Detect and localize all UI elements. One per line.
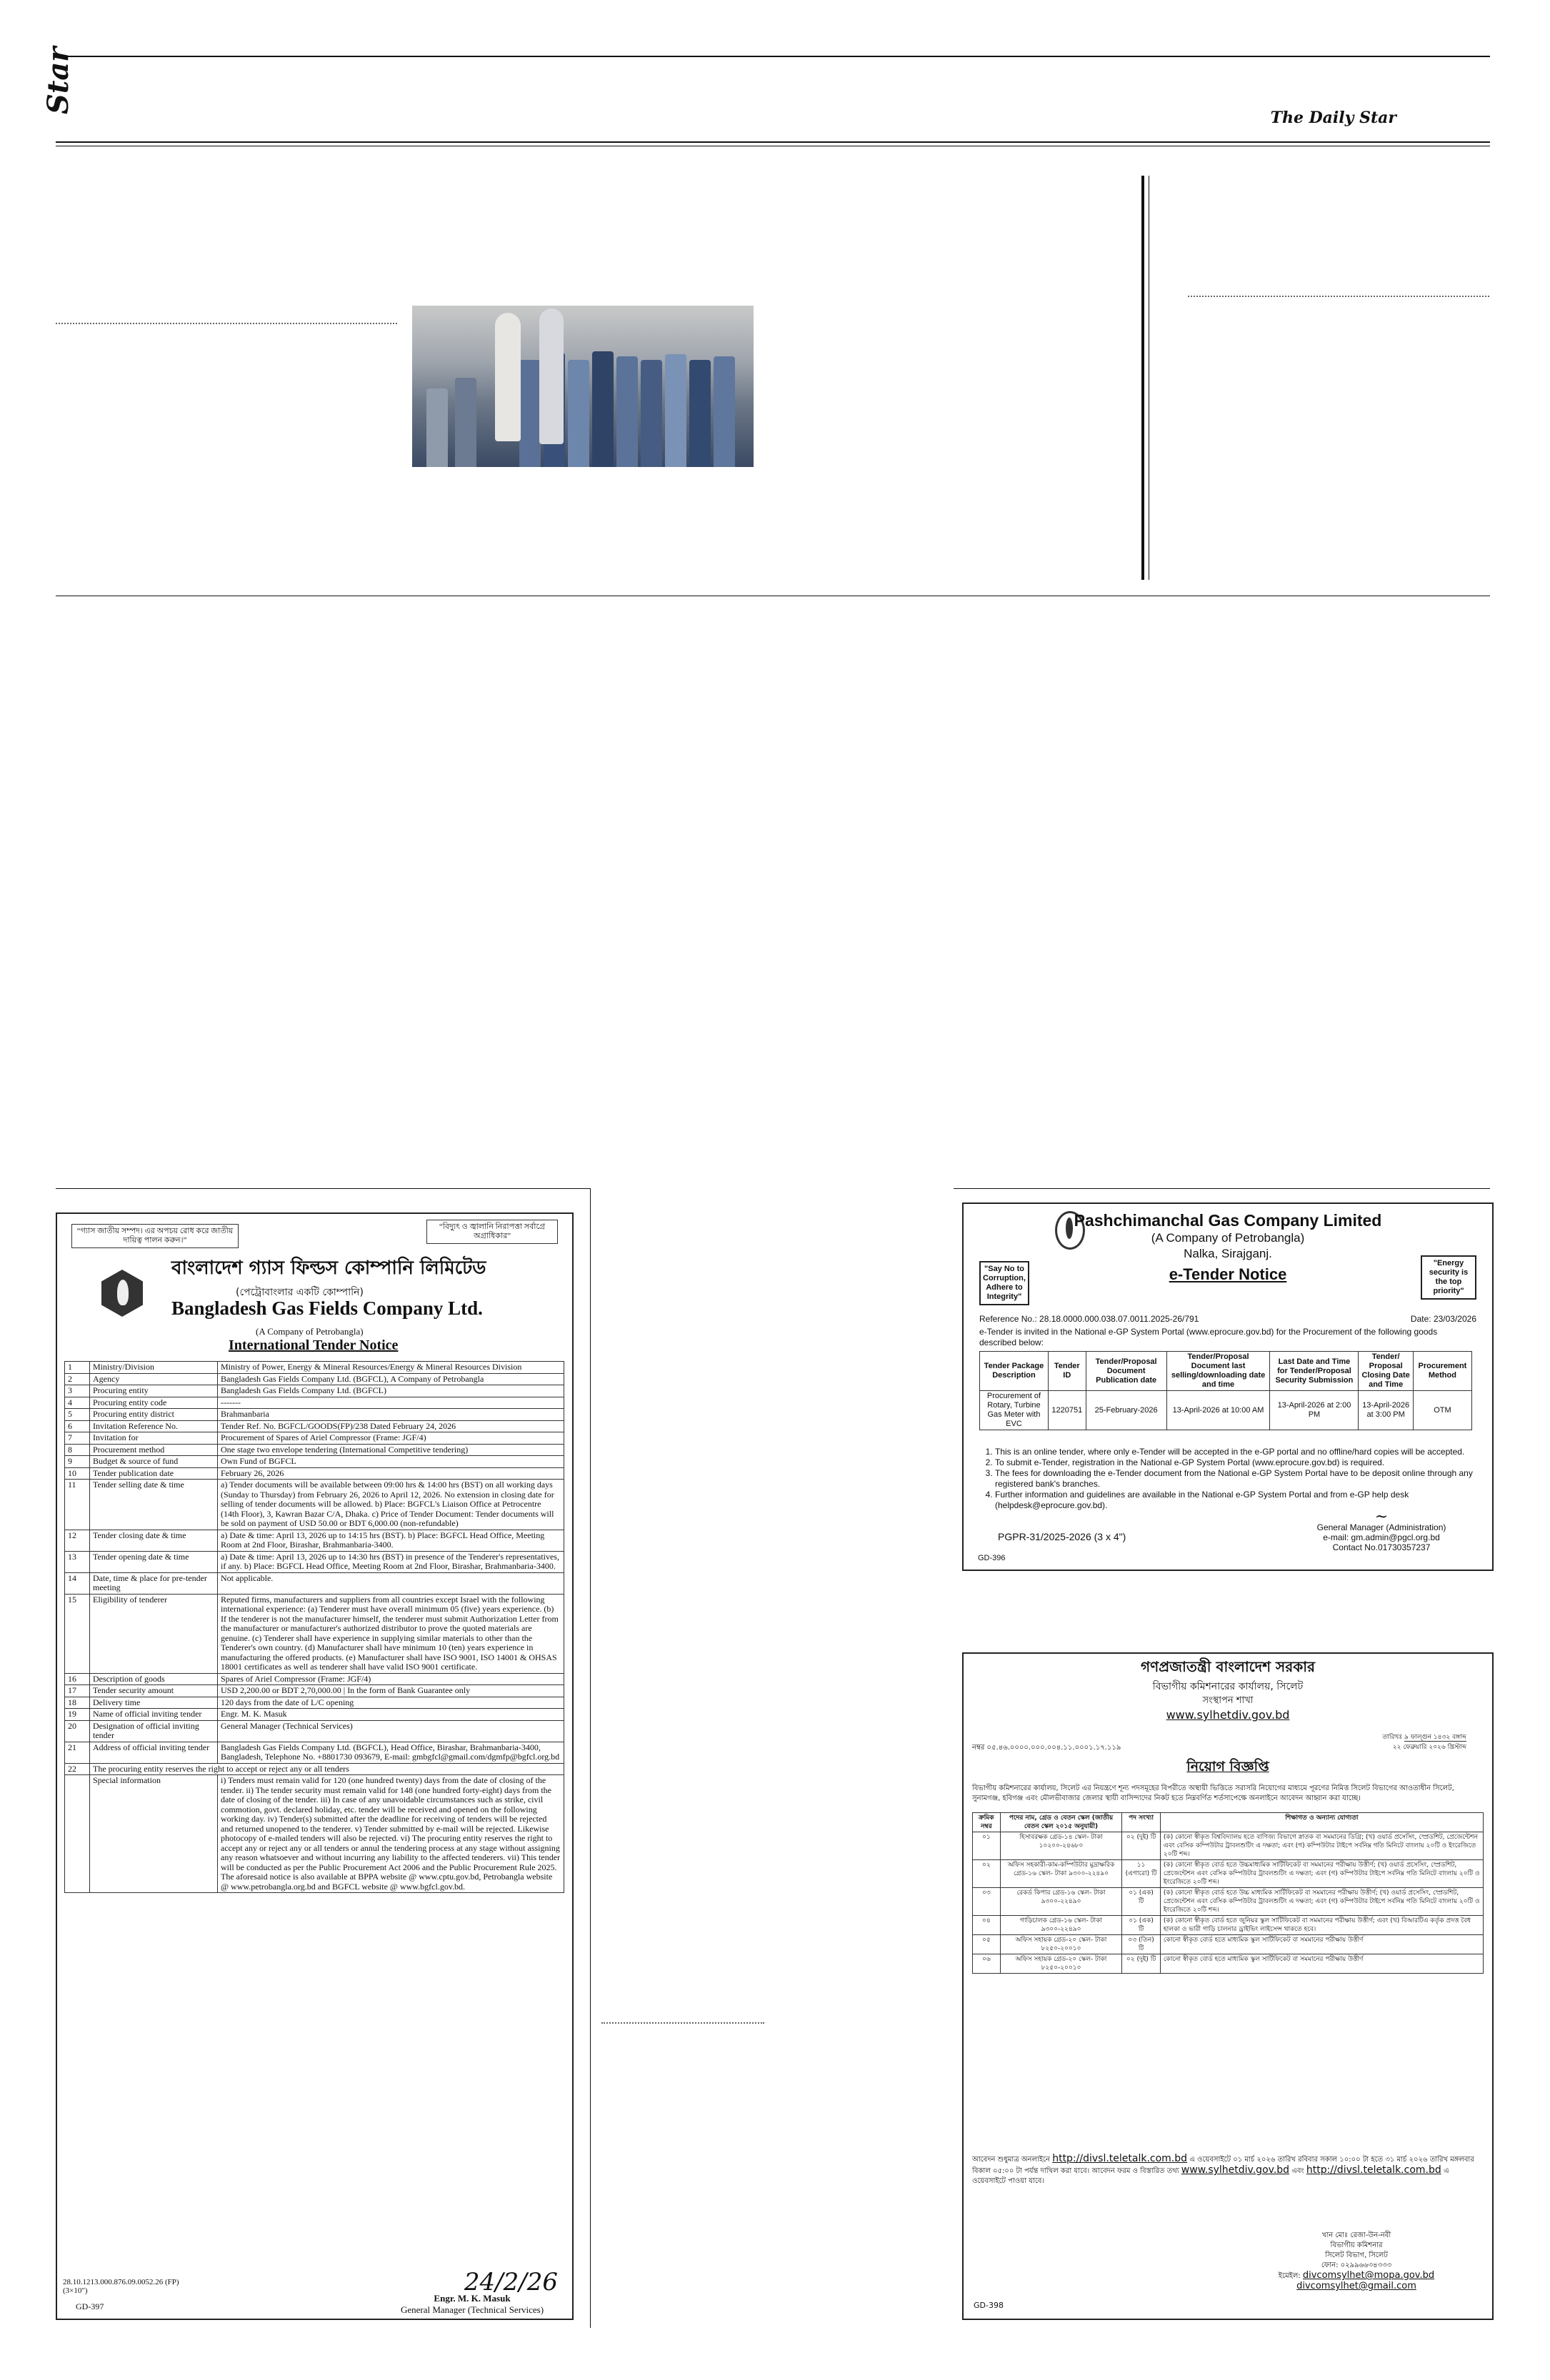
pgpr-code: PGPR-31/2025-2026 (3 x 4") (998, 1531, 1126, 1542)
row-value: Engr. M. K. Masuk (218, 1709, 564, 1721)
table-row (65, 1572, 564, 1594)
date-en: ২২ ফেব্রুয়ারি ২০২৬ খ্রিস্টাব্দ (1392, 1744, 1466, 1751)
post-count: ০১ (এক) টি (1122, 1916, 1161, 1935)
table-header-row (980, 1352, 1472, 1391)
row-number: 1 (65, 1362, 90, 1374)
row-value: Bangladesh Gas Fields Company Ltd. (BGFCL), A Company of Petrobangla (218, 1373, 564, 1385)
table-row (65, 1551, 564, 1572)
qualification: কোনো স্বীকৃত বোর্ড হতে মাধ্যমিক স্কুল সার্টিফিকেট বা সমমানের পরীক্ষায় উত্তীর্ণ (1160, 1954, 1483, 1974)
row-number: 12 (65, 1530, 90, 1551)
gd-code: GD-397 (76, 2301, 104, 2311)
column-header: Tender/Proposal Document Publication date (1086, 1352, 1166, 1391)
cell-value: OTM (1413, 1391, 1471, 1430)
special-text: i) Tenders must remain valid for 120 (one hundred twenty) days from the date of closing of the tender. ii) The tender security must remain valid for 148 (one hundred forty-eight) days from the date of closing of the tender. iii) In case of any unavoidable circumstances such as strike, civil commotion, govt. declared holiday, etc. tender will be received and opened on the following working day. iv) Tender(s) submitted after the deadline for receiving of tenders will be rejected and returned unopened to the tenderer. v) Tender submitted by e-mail will be rejected. Likewise photocopy of e-mailed tenders will also be rejected. vi) The procuring entity reserves the right to accept any or reject any or all tenders or annul the tendering process at any stage without assigning any reason whatsoever and without incurring any liability to the affected tenderers. vii) This tender will be conducted as per the Public Procurement Act 2006 and the Public Procurement Rule 2025. The aforesaid notice is also available at BPPA website @ www.cptu.gov.bd, Petrobangla website @ www.petrobangla.org.bd and BGFCL website @ www.bgfcl.gov.bd. (218, 1775, 564, 1893)
sig-email: e-mail: gm.admin@pgcl.org.bd (1323, 1532, 1440, 1542)
top-rule (56, 56, 1490, 57)
signature-block (1299, 1508, 1464, 1552)
row-value: a) Date & time: April 13, 2026 up to 14:15 hrs (BST). b) Place: BGFCL Head Office, Meeting Room at 2nd Floor, Birashar, Brahmanbaria-3400. (218, 1530, 564, 1551)
divcom-recruitment-ad (962, 1652, 1494, 2320)
row-number: 7 (65, 1432, 90, 1445)
company-parent: (A Company of Petrobangla) (1151, 1231, 1305, 1245)
row-label: Delivery time (90, 1697, 218, 1709)
cell-value: 25-February-2026 (1086, 1391, 1166, 1430)
row-value: Procurement of Spares of Ariel Compressor (Frame: JGF/4) (218, 1432, 564, 1445)
row-label: Procurement method (90, 1444, 218, 1456)
row-label: Procuring entity district (90, 1409, 218, 1421)
row-label: Procuring entity (90, 1385, 218, 1397)
pgcl-etender-ad (962, 1202, 1494, 1571)
signer-block (1264, 2231, 1449, 2291)
column-header: Tender/ Proposal Closing Date and Time (1359, 1352, 1413, 1391)
notice-title: International Tender Notice (229, 1337, 399, 1353)
table-row (65, 1742, 564, 1763)
special-label: Special information (90, 1775, 218, 1893)
serial: ০৬ (973, 1954, 1001, 1974)
foot-b: এ ওয়েবসাইটে ০১ মার্চ ২০২৬ তারিখ রবিবার সকাল ১০:০০ টা হতে ৩১ মার্চ ২০২৬ তারিখ মঙ্গলবার বিকাল ০৫:০০ টা পর্যন্ত দাখিল করা যাবে। আবেদন ফরম ও বিস্তারিত তথ্য (972, 2156, 1474, 2175)
row-value: Tender Ref. No. BGFCL/GOODS(FP)/238 Dated February 24, 2026 (218, 1420, 564, 1432)
row-label: Address of official inviting tender (90, 1742, 218, 1763)
table-row (65, 1373, 564, 1385)
govt-title: গণপ্রজাতন্ত্রী বাংলাদেশ সরকার (1141, 1658, 1315, 1675)
column-header: পদ সংখ্যা (1122, 1813, 1161, 1832)
row-number: 14 (65, 1572, 90, 1594)
signer-office: সিলেট বিভাগ, সিলেট (1325, 2251, 1388, 2259)
company-location: Nalka, Sirajganj. (1184, 1247, 1272, 1260)
reference-code (63, 2278, 179, 2295)
table-row (65, 1432, 564, 1445)
row22-text: The procuring entity reserves the right to accept or reject any or all tenders (90, 1763, 564, 1775)
row-label: Tender publication date (90, 1467, 218, 1480)
post-count: ০২ (দুই) টি (1122, 1954, 1161, 1974)
qualification: (ক) কোনো স্বীকৃত বোর্ড হতে উচ্চ মাধ্যমিক সার্টিফিকেট বা সমমানের পরীক্ষায় উত্তীর্ণ; (খ) ওয়ার্ড প্রসেসিং, স্প্রেডশিট, প্রেজেন্টেশন এবং বেসিক কম্পিউটার ট্রাবলশুটিং এ দক্ষতা; এবং (গ) কম্পিউটার টাইপে সর্বনিম্ন গতি মিনিটে বাংলায় ২০টি ও ইংরেজিতে ২০টি শব্দ। (1160, 1888, 1483, 1916)
post-count: ০৩ (তিন) টি (1122, 1935, 1161, 1954)
table-row (973, 1916, 1484, 1935)
post-count: ০২ (দুই) টি (1122, 1832, 1161, 1860)
cell-value: 13-April-2026 at 2:00 PM (1270, 1391, 1359, 1430)
table-row (65, 1530, 564, 1551)
masthead-logo: Star (41, 46, 75, 114)
row-number: 9 (65, 1456, 90, 1468)
memo-number: নম্বর ০৫.৪৬.০০০০.০০০.০০৪.১১.০০০১.১৭.১১৯ (972, 1744, 1121, 1752)
note-item: 2. To submit e-Tender, registration in the National e-GP System Portal (www.eprocure.gov.bd) is required. (995, 1457, 1494, 1468)
gd-code: GD-398 (974, 2301, 1004, 2310)
table-row (65, 1409, 564, 1421)
table-row (65, 1385, 564, 1397)
row-label: Description of goods (90, 1673, 218, 1685)
reference-number: Reference No.: 28.18.0000.000.038.07.0011.2025-26/791 (979, 1314, 1199, 1324)
row-value: Brahmanbaria (218, 1409, 564, 1421)
column-rule-vertical (1141, 176, 1144, 580)
company-name-en: Bangladesh Gas Fields Company Ltd. (171, 1297, 483, 1319)
company-name: Pashchimanchal Gas Company Limited (1074, 1211, 1382, 1230)
table-row (65, 1697, 564, 1709)
row-number: 2 (65, 1373, 90, 1385)
company-subtitle-bn: (পেট্রোবাংলার একটি কোম্পানি) (236, 1287, 364, 1298)
row-value: Ministry of Power, Energy & Mineral Resources/Energy & Mineral Resources Division (218, 1362, 564, 1374)
foot-d: এ ওয়েবসাইটে পাওয়া যাবে। (972, 2167, 1449, 2185)
row-label: Tender closing date & time (90, 1530, 218, 1551)
column-header: Tender/Proposal Document last selling/downloading date and time (1166, 1352, 1270, 1391)
table-row (973, 1888, 1484, 1916)
post-name: রেকর্ড কিপার গ্রেড-১৬ স্কেল- টাকা ৯৩০০-২২৪৯০ (1000, 1888, 1121, 1916)
column-header: ক্রমিক নম্বর (973, 1813, 1001, 1832)
row-value: Not applicable. (218, 1572, 564, 1594)
note-item: 4. Further information and guidelines are available in the National e-GP System Portal and from e-GP help desk (helpdesk@eprocure.gov.bd). (995, 1490, 1494, 1511)
table-row (65, 1775, 564, 1893)
header-rule (56, 141, 1490, 143)
table-row (65, 1594, 564, 1673)
signer-title: বিভাগীয় কমিশনার (1330, 2241, 1383, 2249)
sidebar-divider-dotted (1188, 296, 1489, 297)
signature: 24/2/26 (464, 2267, 558, 2296)
table-row (973, 1954, 1484, 1974)
sig-title: General Manager (Administration) (1316, 1522, 1446, 1532)
row-label: Tender security amount (90, 1685, 218, 1697)
serial: ০৫ (973, 1935, 1001, 1954)
column-header: Tender ID (1048, 1352, 1086, 1391)
row-value: Bangladesh Gas Fields Company Ltd. (BGFCL) (218, 1385, 564, 1397)
note-item: 3. The fees for downloading the e-Tender document from the National e-GP System Portal have to be deposit online through any registered bank's branches. (995, 1468, 1494, 1490)
table-row (973, 1832, 1484, 1860)
row-label: Invitation for (90, 1432, 218, 1445)
row-number: 4 (65, 1397, 90, 1409)
row-number: 5 (65, 1409, 90, 1421)
table-row (980, 1391, 1472, 1430)
post-name: অফিস সহকারী-কাম-কম্পিউটার মুদ্রাক্ষরিক গ্রেড-১৬ স্কেল- টাকা ৯৩০০-২২৪৯০ (1000, 1860, 1121, 1888)
row-value: Bangladesh Gas Fields Company Ltd. (BGFCL), Head Office, Birashar, Brahmanbaria-3400, Bangladesh, Telephone No. +8801730 093679, E-mail: gmbgfcl@gmail.com/dgmfp@bgfcl.org.bd (218, 1742, 564, 1763)
row-number: 17 (65, 1685, 90, 1697)
website: www.sylhetdiv.gov.bd (1166, 1708, 1290, 1722)
tender-table (979, 1351, 1472, 1430)
row-value: 120 days from the date of L/C opening (218, 1697, 564, 1709)
row-value: Spares of Ariel Compressor (Frame: JGF/4) (218, 1673, 564, 1685)
row-number: 18 (65, 1697, 90, 1709)
table-row (973, 1860, 1484, 1888)
slogan-left: “গ্যাস জাতীয় সম্পদ। এর অপচয় রোধ করে জাতীয় দায়িত্ব পালন করুন।” (71, 1224, 239, 1248)
post-name: অফিস সহায়ক গ্রেড-২০ স্কেল- টাকা ৮২৫০-২০০১০ (1000, 1935, 1121, 1954)
office-title: বিভাগীয় কমিশনারের কার্যালয়, সিলেট (1152, 1681, 1304, 1692)
notice-date: Date: 23/03/2026 (1410, 1314, 1476, 1324)
post-count: ০১ (এক) টি (1122, 1888, 1161, 1916)
cell-value: Procurement of Rotary, Turbine Gas Meter with EVC (980, 1391, 1049, 1430)
gd-code: GD-396 (978, 1554, 1006, 1562)
integrity-box: "Say No to Corruption, Adhere to Integrity" (979, 1261, 1029, 1305)
table-row (65, 1397, 564, 1409)
ref-code: 28.10.1213.000.876.09.0052.26 (FP) (63, 2278, 179, 2286)
column-header: Tender Package Description (980, 1352, 1049, 1391)
row-value: a) Date & time: April 13, 2026 up to 14:30 hrs (BST) in presence of the Tenderer's representatives, if any. b) Place: BGFCL Head Office, Meeting Room at 2nd Floor, Birashar, Brahmanbaria-3400. (218, 1551, 564, 1572)
cell-value: 13-April-2026 at 3:00 PM (1359, 1391, 1413, 1430)
notice-date (1345, 1732, 1466, 1752)
row-number: 10 (65, 1467, 90, 1480)
row-value: ------- (218, 1397, 564, 1409)
teletalk-link-2[interactable]: http://divsl.teletalk.com.bd (1306, 2164, 1441, 2176)
table-row: 22 The procuring entity reserves the right to accept or reject any or all tenders (65, 1763, 564, 1775)
row-label: Budget & source of fund (90, 1456, 218, 1468)
teletalk-link[interactable]: http://divsl.teletalk.com.bd (1052, 2153, 1188, 2164)
serial: ০২ (973, 1860, 1001, 1888)
row-value: USD 2,200.00 or BDT 2,70,000.00 | In the form of Bank Guarantee only (218, 1685, 564, 1697)
intro-text: বিভাগীয় কমিশনারের কার্যালয়, সিলেট এর নিয়ন্ত্রণে শূন্য পদসমূহের বিপরীতে অস্থায়ী ভিত্তিতে সরাসরি নিয়োগের মাধ্যমে পূরণের নিমিত্ত সিলেট বিভাগের আওতাধীন সিলেট, সুনামগঞ্জ, হবিগঞ্জ এবং মৌলভীবাজার জেলার স্থায়ী বাসিন্দাদের নিকট হতে নিম্নবর্ণিত শর্তসাপেক্ষে অনলাইনে আবেদন আহ্বান করা যাচ্ছে। (972, 1784, 1454, 1802)
table-row (65, 1720, 564, 1742)
row-label: Eligibility of tenderer (90, 1594, 218, 1673)
row-value: Own Fund of BGFCL (218, 1456, 564, 1468)
row-label: Ministry/Division (90, 1362, 218, 1374)
row-label: Date, time & place for pre-tender meeting (90, 1572, 218, 1594)
foot-a: আবেদন শুধুমাত্র অনলাইনে (972, 2156, 1051, 2164)
table-row (65, 1362, 564, 1374)
company-name-bn: বাংলাদেশ গ্যাস ফিল্ডস কোম্পানি লিমিটেড (171, 1257, 486, 1279)
mid-divider-dotted (601, 2022, 764, 2024)
branch-title: সংস্থাপন শাখা (1202, 1695, 1254, 1706)
application-info (972, 2154, 1484, 2186)
clothing-store-photo (412, 306, 754, 467)
row-number: 6 (65, 1420, 90, 1432)
table-row (65, 1480, 564, 1530)
row-label: Name of official inviting tender (90, 1709, 218, 1721)
row-value: One stage two envelope tendering (International Competitive tendering) (218, 1444, 564, 1456)
notes-list (976, 1447, 1494, 1511)
qualification: (ক) কোনো স্বীকৃত বোর্ড হতে উচ্চমাধ্যমিক সার্টিফিকেট বা সমমানের পরীক্ষায় উত্তীর্ণ; (খ) ওয়ার্ড প্রসেসিং, স্প্রেডশিট, প্রেজেন্টেশন এবং বেসিক কম্পিউটার ট্রাবলশুটিং এ দক্ষতা; এবং (গ) কম্পিউটার টাইপে সর্বনিম্ন গতি মিনিটে বাংলায় ২০টি ও ইংরেজিতে ২০টি শব্দ। (1160, 1860, 1483, 1888)
post-name: অফিস সহায়ক গ্রেড-২০ স্কেল- টাকা ৮২৫০-২০০১০ (1000, 1954, 1121, 1974)
ads-rule-vertical (590, 1188, 591, 2328)
qualification: (ক) কোনো স্বীকৃত বোর্ড হতে জুনিয়র স্কুল সার্টিফিকেট বা সমমানের পরীক্ষায় উত্তীর্ণ; এবং (খ) বিআরটিএ কর্তৃক প্রদত্ত বৈধ হালকা ও ভারী গাড়ি চালনার ড্রাইভিং লাইসেন্স থাকতে হবে। (1160, 1916, 1483, 1935)
row-number: 3 (65, 1385, 90, 1397)
row-value: General Manager (Technical Services) (218, 1720, 564, 1742)
qualification: (ক) কোনো স্বীকৃত বিশ্ববিদ্যালয় হতে বাণিজ্য বিভাগে স্নাতক বা সমমানের ডিগ্রি; (খ) ওয়ার্ড প্রসেসিং, স্প্রেডশিট, প্রেজেন্টেশন এবং বেসিক কম্পিউটার ট্রাবলশুটিং এ দক্ষতা; এবং (গ) কম্পিউটার টাইপে সর্বনিম্ন গতি মিনিটে বাংলায় ২০টি ও ইংরেজিতে ২০টি শব্দ। (1160, 1832, 1483, 1860)
bgfcl-tender-ad (56, 1212, 574, 2320)
intro-text: e-Tender is invited in the National e-GP System Portal (www.eprocure.gov.bd) for the Procurement of the following goods described below: (979, 1327, 1438, 1347)
table-row (65, 1673, 564, 1685)
flame-icon (117, 1280, 129, 1305)
note-item: 1. This is an online tender, where only e-Tender will be accepted in the e-GP portal and no offline/hard copies will be accepted. (995, 1447, 1494, 1457)
email-2[interactable]: divcomsylhet@gmail.com (1296, 2281, 1416, 2291)
table-row (973, 1935, 1484, 1954)
slogan-right: “বিদ্যুৎ ও জ্বালানি নিরাপত্তা সর্বাগ্রে অগ্রাধিকার” (426, 1220, 558, 1244)
row-number: 13 (65, 1551, 90, 1572)
email-1[interactable]: divcomsylhet@mopa.gov.bd (1302, 2270, 1435, 2281)
cell-value: 1220751 (1048, 1391, 1086, 1430)
row-number: 19 (65, 1709, 90, 1721)
column-header: Last Date and Time for Tender/Proposal Security Submission (1270, 1352, 1359, 1391)
posts-table (972, 1812, 1484, 1974)
row-label: Designation of official inviting tender (90, 1720, 218, 1742)
table-header-row (973, 1813, 1484, 1832)
email-label: ইমেইল: (1278, 2272, 1301, 2280)
row-number: 20 (65, 1720, 90, 1742)
table-row (65, 1685, 564, 1697)
table-row (65, 1709, 564, 1721)
post-name: গাড়িচালক গ্রেড-১৬ স্কেল- টাকা ৯৩০০-২২৪৯০ (1000, 1916, 1121, 1935)
column-divider-dotted (56, 323, 397, 324)
column-header: শিক্ষাগত ও অন্যান্য যোগ্যতা (1160, 1813, 1483, 1832)
row-number: 11 (65, 1480, 90, 1530)
row-label: Invitation Reference No. (90, 1420, 218, 1432)
foot-c: এবং (1291, 2167, 1304, 2175)
row-number: 21 (65, 1742, 90, 1763)
table-row (65, 1467, 564, 1480)
ads-rule-left (56, 1188, 590, 1189)
ad-size: (3×10") (63, 2286, 88, 2295)
cell-value: 13-April-2026 at 10:00 AM (1166, 1391, 1270, 1430)
post-name: হিসাবরক্ষক গ্রেড-১৪ স্কেল- টাকা ১০২০০-২৪৬৮০ (1000, 1832, 1121, 1860)
row-number: 8 (65, 1444, 90, 1456)
signer-name: Engr. M. K. Masuk (434, 2292, 511, 2304)
row-value: February 26, 2026 (218, 1467, 564, 1480)
sylhetdiv-link[interactable]: www.sylhetdiv.gov.bd (1181, 2164, 1290, 2176)
column-header: Procurement Method (1413, 1352, 1471, 1391)
signer-name: খান মোঃ রেজা-উন-নবী (1321, 2231, 1391, 2239)
signer-phone: ফোন: ০২৯৯৬৬৩৪৩৩৩ (1321, 2261, 1392, 2269)
qualification: কোনো স্বীকৃত বোর্ড হতে মাধ্যমিক স্কুল সার্টিফিকেট বা সমমানের পরীক্ষায় উত্তীর্ণ (1160, 1935, 1483, 1954)
row-label: Tender selling date & time (90, 1480, 218, 1530)
sig-contact: Contact No.01730357237 (1332, 1542, 1431, 1552)
newspaper-name: The Daily Star (1270, 109, 1396, 127)
signature-mark: ~ (1374, 1508, 1389, 1526)
notice-title: নিয়োগ বিজ্ঞপ্তি (1186, 1759, 1269, 1774)
post-count: ১১ (এগারো) টি (1122, 1860, 1161, 1888)
row-number: 16 (65, 1673, 90, 1685)
company-subtitle-en: (A Company of Petrobangla) (256, 1326, 364, 1337)
row-number: 15 (65, 1594, 90, 1673)
date-label: তারিখঃ (1382, 1734, 1403, 1741)
row-label: Agency (90, 1373, 218, 1385)
table-row (65, 1444, 564, 1456)
serial: ০৩ (973, 1888, 1001, 1916)
row-value: Reputed firms, manufacturers and suppliers from all countries except Israel with the following international experience: (a) Tenderer must have overall minimum 05 (five) years experience. (b) If the tenderer is not the manufacturer himself, the tenderer must submit Authorization Letter from the manufacturer or manufacturer's authorized distributor to prove the quoted materials are genuine. (c) Tenderer shall have experience in supplying similar materials to other than the Tenderer's own country. (d) Manufacturer shall have minimum 10 (ten) years experience in manufacturing the offered products. (e) Manufacturer shall have ISO 9001, ISO 14001 & OHSAS 18001 certificates as well as tenderer shall have valid ISO 9001 certificate. (218, 1594, 564, 1673)
table-row (65, 1456, 564, 1468)
row-value: a) Tender documents will be available between 09:00 hrs & 14:00 hrs (BST) on all working days (Sunday to Thursday) from February 26, 2026 to April 12, 2026. No extension in closing date for selling of tender documents will be allowed. b) Place: BGFCL's Liaison Office at Petrocentre (14th Floor), 3, Kawran Bazar C/A, Dhaka. c) Price of Tender Document: Tender documents will be sold on payment of USD 50.00 or BDT 6,000.00 (non-refundable) (218, 1480, 564, 1530)
ads-rule-right (954, 1188, 1490, 1189)
table-row (65, 1420, 564, 1432)
notice-title: e-Tender Notice (1169, 1265, 1287, 1283)
row-label: Tender opening date & time (90, 1551, 218, 1572)
date-bn: ৯ ফাল্গুন ১৪৩২ বঙ্গাব্দ (1404, 1734, 1466, 1741)
energy-box: "Energy security is the top priority" (1421, 1255, 1476, 1300)
serial: ০১ (973, 1832, 1001, 1860)
signer-designation: General Manager (Technical Services) (400, 2304, 544, 2315)
serial: ০৪ (973, 1916, 1001, 1935)
tender-table (64, 1361, 564, 1893)
row-label: Procuring entity code (90, 1397, 218, 1409)
column-header: পদের নাম, গ্রেড ও বেতন স্কেল (জাতীয় বেতন স্কেল ২০১৫ অনুযায়ী) (1000, 1813, 1121, 1832)
